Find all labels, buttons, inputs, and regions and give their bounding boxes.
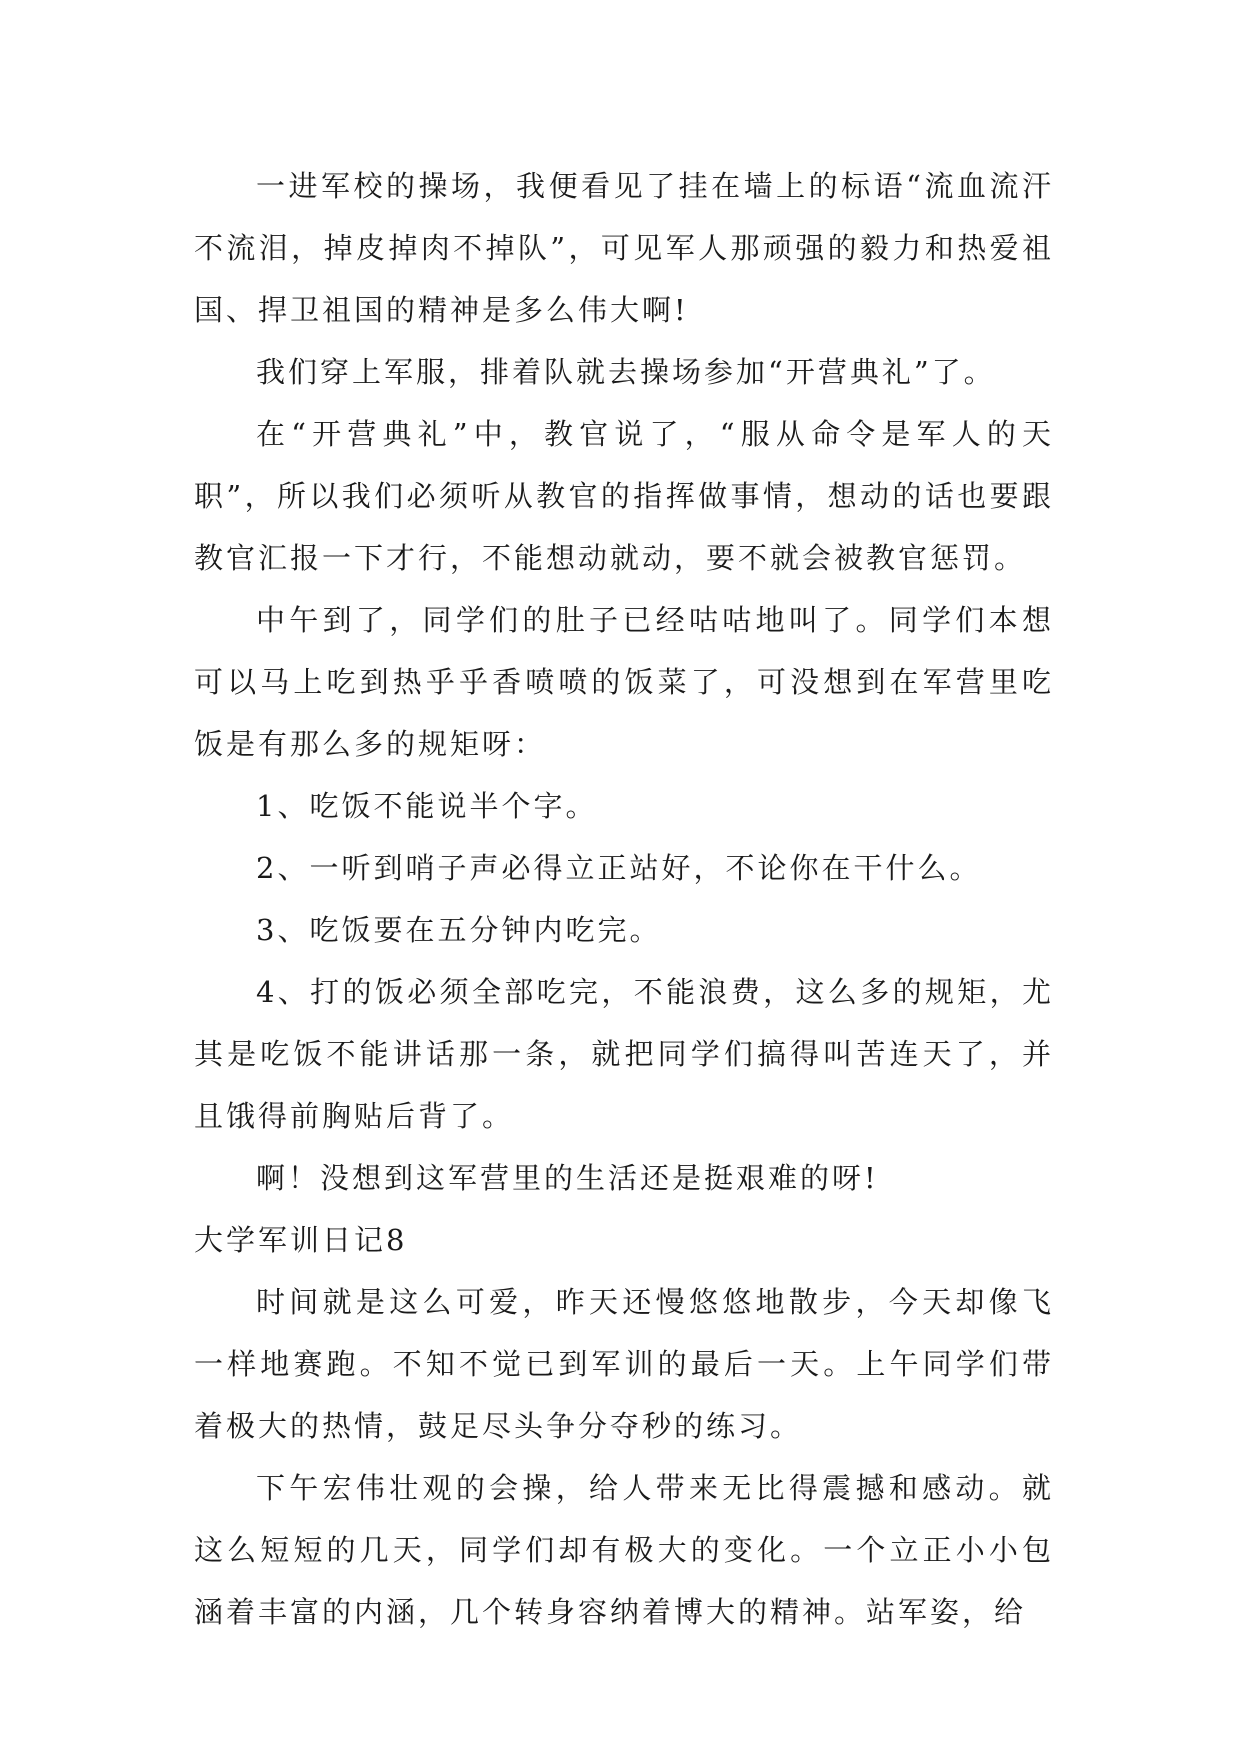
paragraph-slogan: 一进军校的操场，我便看见了挂在墙上的标语“流血流汗不流泪，掉皮掉肉不掉队”，可见军人那顽强的毅力和热爱祖国、捍卫祖国的精神是多么伟大啊! [194,169,1054,327]
rule-item-2: 2、一听到哨子声必得立正站好，不论你在干什么。 [256,851,982,885]
paragraph-drill: 下午宏伟壮观的会操，给人带来无比得震撼和感动。就这么短短的几天，同学们却有极大的变化。一个立正小小包涵着丰富的内涵，几个转身容纳着博大的精神。站军姿，给 [194,1471,1054,1629]
rule-item-4: 4、打的饭必须全部吃完，不能浪费，这么多的规矩，尤其是吃饭不能讲话那一条，就把同学们搞得叫苦连天了，并且饿得前胸贴后背了。 [194,975,1054,1133]
document-body [194,155,1054,1643]
section-heading: 大学军训日记8 [194,1223,408,1257]
paragraph-conclusion: 啊！没想到这军营里的生活还是挺艰难的呀! [256,1161,879,1195]
paragraph-noon: 中午到了，同学们的肚子已经咕咕地叫了。同学们本想可以马上吃到热乎乎香喷喷的饭菜了，可没想到在军营里吃饭是有那么多的规矩呀： [194,603,1054,761]
paragraph-uniform: 我们穿上军服，排着队就去操场参加“开营典礼”了。 [256,355,996,389]
rule-item-3: 3、吃饭要在五分钟内吃完。 [256,913,662,947]
rule-item-1: 1、吃饭不能说半个字。 [256,789,598,823]
paragraph-last-day: 时间就是这么可爱，昨天还慢悠悠地散步，今天却像飞一样地赛跑。不知不觉已到军训的最后一天。上午同学们带着极大的热情，鼓足尽头争分夺秒的练习。 [194,1285,1054,1443]
paragraph-ceremony: 在“开营典礼”中，教官说了，“服从命令是军人的天职”，所以我们必须听从教官的指挥做事情，想动的话也要跟教官汇报一下才行，不能想动就动，要不就会被教官惩罚。 [194,417,1054,575]
